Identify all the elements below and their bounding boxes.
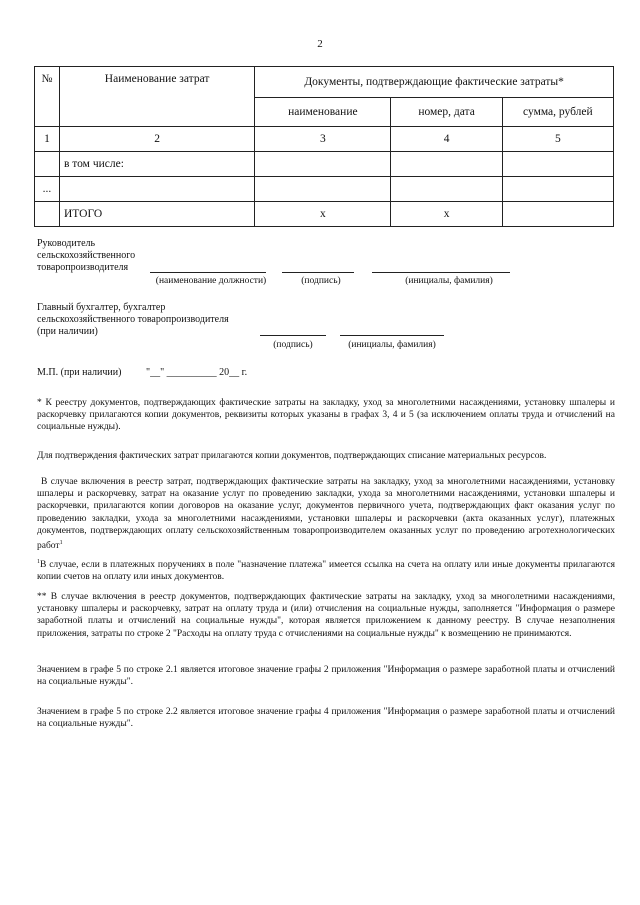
row-doc-sum <box>502 152 613 177</box>
row-name: ИТОГО <box>59 202 254 227</box>
row-doc-num-date: x <box>391 202 502 227</box>
row-doc-sum <box>502 177 613 202</box>
head-title <box>37 238 135 274</box>
accountant-sign-line <box>260 335 326 336</box>
note-paragraph-4-text: В случае, если в платежных поручениях в поле "назначение платежа" имеется ссылка на счета на оплату или иные документы прилагаются копии счетов на оплату или иных документов. <box>37 560 615 583</box>
note-paragraph-3 <box>37 476 615 552</box>
head-sign-line <box>282 272 354 273</box>
row-name: в том числе: <box>59 152 254 177</box>
footnote-marker: 1 <box>37 559 40 565</box>
stamp-label: М.П. (при наличии) <box>37 367 122 378</box>
head-name-line <box>372 272 510 273</box>
table-row <box>35 177 614 202</box>
head-caption-position: (наименование должности) <box>155 276 267 286</box>
header-row <box>35 67 614 98</box>
colnum-1: 1 <box>35 127 60 152</box>
costs-table <box>34 66 614 227</box>
row-doc-name <box>255 177 391 202</box>
accountant-caption-sign: (подпись) <box>273 340 313 350</box>
head-caption-sign: (подпись) <box>301 276 341 286</box>
accountant-caption-name: (инициалы, фамилия) <box>348 340 436 350</box>
page-number: 2 <box>317 38 323 50</box>
row-doc-name: x <box>255 202 391 227</box>
note-paragraph-3-text: В случае включения в реестр затрат, подтверждающих фактические затраты на закладку, уход за многолетними насаждениями, установку шпалеры и раскорчевку, затрат на оказание услуг по проведению закладки, ухода за многолетними насаждениями, установки шпалеры и раскорчевки, прилагаются копии договоров на оказание услуг, документов первичного учета, подтверждающих факт оказания услуг по проведению закладки, ухода за многолетними насаждениями, установки шпалеры и раскорчевки (акта оказанных услуг), платежных документов, подтверждающих оплату сельскохозяйственным товаропроизводителем оказанных услуг по проведению агротехнологических работ <box>37 477 615 552</box>
note-paragraph-5: ** В случае включения в реестр документов, подтверждающих фактические затраты на закладку, уход за многолетними насаждениями, установку шпалеры и раскорчевку, затрат на оплату труда и (или) отчисления на социальные нужды, заполняется "Информация о размере заработной платы и отчислений на социальные нужды", которая является приложением к данному реестру. В случае незаполнения приложения, затраты по строке 2 "Расходы на оплату труда с отчислениями на социальные нужды" к возмещению не принимаются. <box>37 592 615 639</box>
note-paragraph-1: * К реестру документов, подтверждающих фактические затраты на закладку, уход за многолетними насаждениями, установку шпалеры и раскорчевку прилагаются копии документов, реквизиты которых указаны в графах 3, 4 и 5 (за исключением оплаты труда и отчислений на социальные нужды). <box>37 398 615 433</box>
row-num: ... <box>35 177 60 202</box>
table-row <box>35 152 614 177</box>
colnum-5: 5 <box>502 127 613 152</box>
head-title-line2: сельскохозяйственного <box>37 250 136 261</box>
footnote-marker: 1 <box>59 540 63 547</box>
row-num <box>35 202 60 227</box>
row-num <box>35 152 60 177</box>
header-docs: Документы, подтверждающие фактические затраты* <box>255 67 614 98</box>
accountant-name-line <box>340 335 444 336</box>
head-title-line1: Руководитель <box>37 238 96 249</box>
column-numbers-row <box>35 127 614 152</box>
date-field: "__" __________ 20__ г. <box>146 367 248 378</box>
colnum-4: 4 <box>391 127 502 152</box>
head-title-line3: товаропроизводителя <box>37 262 129 273</box>
header-num: № <box>35 67 60 127</box>
note-paragraph-7: Значением в графе 5 по строке 2.2 является итоговое значение графы 4 приложения "Информация о размере заработной платы и отчислений на социальные нужды". <box>37 707 615 730</box>
header-doc-num-date: номер, дата <box>391 98 502 127</box>
table-row-total <box>35 202 614 227</box>
accountant-title-line1: Главный бухгалтер, бухгалтер <box>37 302 166 313</box>
row-doc-sum <box>502 202 613 227</box>
accountant-title-line2: сельскохозяйственного товаропроизводителя <box>37 314 229 325</box>
colnum-2: 2 <box>59 127 254 152</box>
note-paragraph-4 <box>37 556 615 584</box>
header-doc-sum: сумма, рублей <box>502 98 613 127</box>
row-name <box>59 177 254 202</box>
note-paragraph-2: Для подтверждения фактических затрат прилагаются копии документов, подтверждающих списание материальных ресурсов. <box>37 451 547 461</box>
head-position-line <box>150 272 266 273</box>
accountant-title <box>37 302 229 338</box>
accountant-title-line3: (при наличии) <box>37 326 98 337</box>
header-name: Наименование затрат <box>59 67 254 127</box>
row-doc-num-date <box>391 177 502 202</box>
row-doc-num-date <box>391 152 502 177</box>
row-doc-name <box>255 152 391 177</box>
colnum-3: 3 <box>255 127 391 152</box>
head-caption-name: (инициалы, фамилия) <box>405 276 493 286</box>
header-doc-name: наименование <box>255 98 391 127</box>
note-paragraph-6: Значением в графе 5 по строке 2.1 является итоговое значение графы 2 приложения "Информация о размере заработной платы и отчислений на социальные нужды". <box>37 665 615 688</box>
